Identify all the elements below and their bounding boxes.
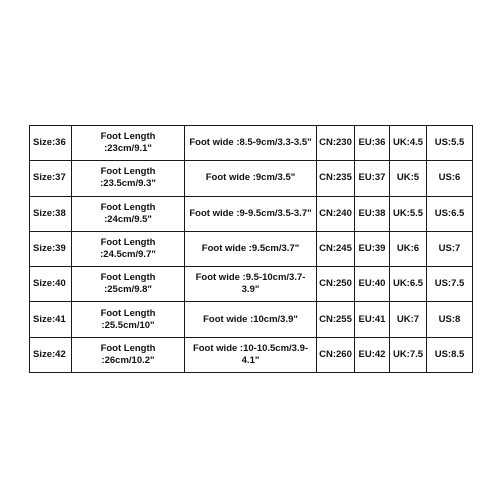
foot-length-value: :24cm/9.5" (104, 213, 152, 225)
eu-size-cell: EU:37 (355, 161, 390, 196)
eu-size-cell: EU:41 (355, 302, 390, 337)
foot-length-label: Foot Length (100, 166, 156, 178)
foot-length-label: Foot Length (100, 201, 156, 213)
foot-wide-cell (185, 231, 317, 266)
foot-length-value: :26cm/10.2" (101, 354, 155, 366)
foot-length-label: Foot Length (100, 342, 156, 354)
table-row (30, 337, 473, 372)
foot-wide-line-1: Foot wide :9cm/3.5" (205, 172, 296, 184)
cn-size-cell: CN:260 (317, 337, 355, 372)
cn-size-cell: CN:240 (317, 196, 355, 231)
foot-length-value: :25cm/9.8" (104, 284, 152, 296)
cn-size-cell: CN:255 (317, 302, 355, 337)
foot-length-cell (72, 126, 185, 161)
foot-wide-cell (185, 267, 317, 302)
table-row (30, 126, 473, 161)
eu-size-cell: EU:39 (355, 231, 390, 266)
us-size-cell: US:6.5 (427, 196, 473, 231)
foot-length-cell (72, 231, 185, 266)
foot-wide-cell (185, 337, 317, 372)
cn-size-cell: CN:235 (317, 161, 355, 196)
foot-length-value: :23.5cm/9.3" (100, 178, 156, 190)
eu-size-cell: EU:42 (355, 337, 390, 372)
size-chart-table (29, 125, 473, 373)
foot-wide-line-1: Foot wide :9-9.5cm/3.5-3.7" (189, 207, 312, 219)
size-chart-body (30, 126, 473, 373)
foot-length-cell (72, 267, 185, 302)
foot-wide-cell (185, 161, 317, 196)
foot-wide-line-1: Foot wide :8.5-9cm/3.3-3.5" (189, 137, 312, 149)
size-cell: Size:41 (30, 302, 72, 337)
foot-wide-cell (185, 126, 317, 161)
uk-size-cell: UK:5 (390, 161, 427, 196)
eu-size-cell: EU:38 (355, 196, 390, 231)
foot-length-value: :25.5cm/10" (101, 319, 155, 331)
eu-size-cell: EU:40 (355, 267, 390, 302)
cn-size-cell: CN:245 (317, 231, 355, 266)
size-cell: Size:36 (30, 126, 72, 161)
us-size-cell: US:7 (427, 231, 473, 266)
table-row (30, 161, 473, 196)
eu-size-cell: EU:36 (355, 126, 390, 161)
table-row (30, 196, 473, 231)
foot-length-cell (72, 196, 185, 231)
table-row (30, 267, 473, 302)
foot-length-label: Foot Length (100, 307, 156, 319)
us-size-cell: US:5.5 (427, 126, 473, 161)
foot-length-value: :23cm/9.1" (104, 143, 152, 155)
uk-size-cell: UK:7.5 (390, 337, 427, 372)
table-row (30, 231, 473, 266)
uk-size-cell: UK:4.5 (390, 126, 427, 161)
uk-size-cell: UK:5.5 (390, 196, 427, 231)
foot-wide-cell (185, 302, 317, 337)
foot-length-cell (72, 337, 185, 372)
size-cell: Size:40 (30, 267, 72, 302)
foot-length-value: :24.5cm/9.7" (100, 248, 156, 260)
size-cell: Size:39 (30, 231, 72, 266)
foot-wide-line-2: 3.9" (241, 284, 260, 296)
foot-wide-line-1: Foot wide :10cm/3.9" (203, 313, 298, 325)
size-cell: Size:38 (30, 196, 72, 231)
size-cell: Size:37 (30, 161, 72, 196)
table-row (30, 302, 473, 337)
foot-wide-line-1: Foot wide :9.5cm/3.7" (201, 242, 300, 254)
us-size-cell: US:6 (427, 161, 473, 196)
foot-length-cell (72, 302, 185, 337)
foot-wide-line-2: 4.1" (241, 354, 260, 366)
foot-wide-line-1: Foot wide :10-10.5cm/3.9- (192, 342, 309, 354)
size-cell: Size:42 (30, 337, 72, 372)
foot-length-label: Foot Length (100, 272, 156, 284)
uk-size-cell: UK:6 (390, 231, 427, 266)
cn-size-cell: CN:250 (317, 267, 355, 302)
us-size-cell: US:7.5 (427, 267, 473, 302)
foot-length-label: Foot Length (100, 236, 156, 248)
us-size-cell: US:8 (427, 302, 473, 337)
foot-length-label: Foot Length (100, 131, 156, 143)
us-size-cell: US:8.5 (427, 337, 473, 372)
foot-wide-cell (185, 196, 317, 231)
cn-size-cell: CN:230 (317, 126, 355, 161)
uk-size-cell: UK:6.5 (390, 267, 427, 302)
uk-size-cell: UK:7 (390, 302, 427, 337)
foot-wide-line-1: Foot wide :9.5-10cm/3.7- (195, 272, 306, 284)
foot-length-cell (72, 161, 185, 196)
